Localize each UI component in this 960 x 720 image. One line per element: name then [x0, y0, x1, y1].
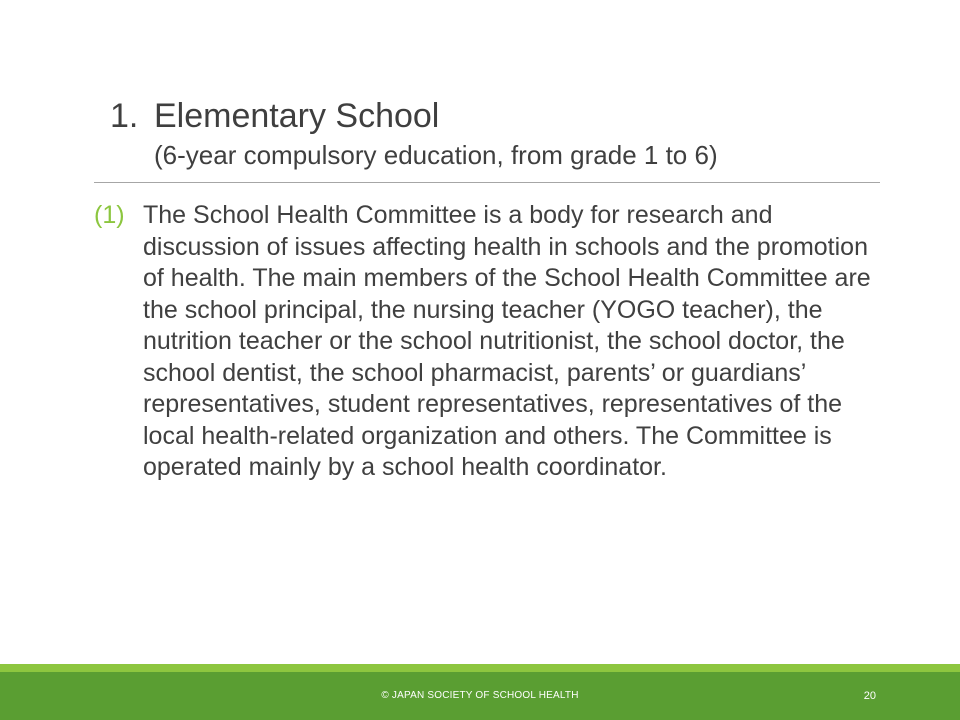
footer-copyright: © JAPAN SOCIETY OF SCHOOL HEALTH — [381, 690, 579, 701]
footer-accent-bar — [0, 664, 960, 672]
title-heading: Elementary School — [154, 97, 440, 135]
title-subheading: (6-year compulsory education, from grade 1 to 6) — [154, 140, 718, 170]
title-number: 1. — [110, 97, 139, 135]
slide-title — [110, 96, 890, 172]
title-heading-line — [110, 96, 890, 136]
page-number: 20 — [863, 690, 876, 702]
list-marker: (1) — [94, 201, 125, 229]
title-divider — [94, 182, 880, 183]
body-paragraph: The School Health Committee is a body for research and discussion of issues affecting health in schools and the promotion of health. The main members of the School Health Committee are the school principal, the nursing teacher (YOGO teacher), the nutrition teacher or the school nutritionist, the school doctor, the school dentist, the school pharmacist, parents’ or guardians’ representatives, student representatives, representatives of the local health-related organization and others. The Committee is operated mainly by a school health coordinator. — [143, 201, 871, 481]
body-list-item — [94, 200, 884, 484]
